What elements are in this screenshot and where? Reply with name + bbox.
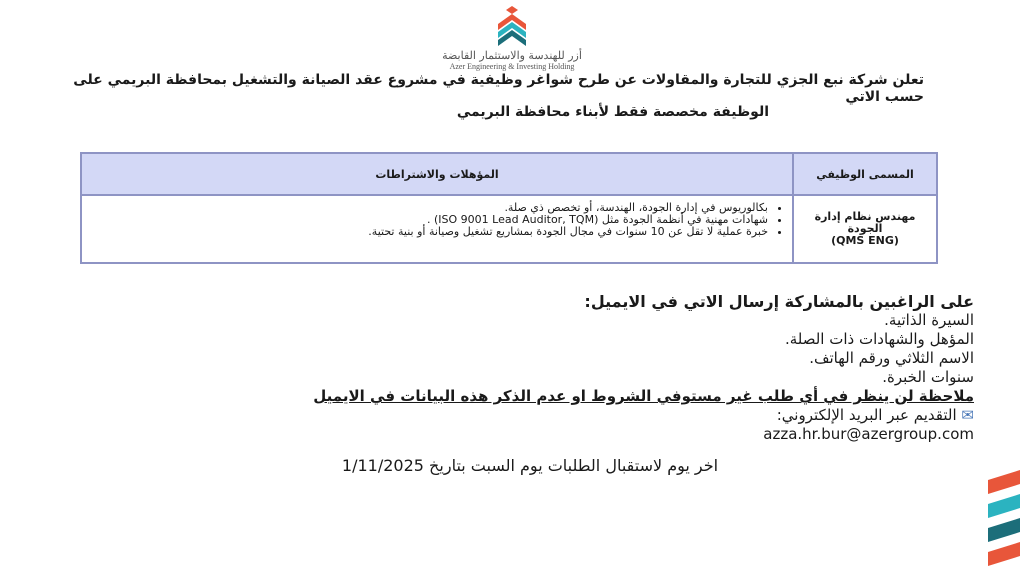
qualifications-cell <box>81 195 793 263</box>
deadline-text: اخر يوم لاستقبال الطلبات يوم السبت بتاريخ 1/11/2025 <box>341 456 719 475</box>
email-label-row <box>74 406 974 425</box>
corner-logo-icon <box>980 470 1024 570</box>
apply-item: المؤهل والشهادات ذات الصلة. <box>784 330 974 348</box>
email-label: التقديم عبر البريد الإلكتروني: <box>776 406 957 424</box>
table-header-row <box>81 153 937 195</box>
apply-item: السيرة الذاتية. <box>884 311 974 329</box>
company-logo <box>400 6 624 71</box>
jobs-table <box>80 152 938 264</box>
application-section <box>74 292 974 444</box>
role-cell <box>793 195 937 263</box>
qualifications-list <box>242 202 782 238</box>
role-name: مهندس نظام إدارة الجودة <box>814 210 916 235</box>
header-job-title: المسمى الوظيفي <box>793 153 937 195</box>
logo-arabic-text: أزر للهندسة والاستثمار القابضة <box>442 49 582 62</box>
email-address[interactable]: azza.hr.bur@azergroup.com <box>763 425 974 443</box>
logo-english-text: Azer Engineering & Investing Holding <box>449 62 575 71</box>
note-text: ملاحظة لن ينظر في أي طلب غير مستوفي الشروط او عدم الذكر هذه البيانات في الايميل <box>313 387 974 405</box>
qualification-item: • خبرة عملية لا تقل عن 10 سنوات في مجال الجودة بمشاريع تشغيل وصيانة أو بنية تحتية. <box>242 226 768 238</box>
apply-item: سنوات الخبرة. <box>882 368 974 386</box>
apply-lead: على الراغبين بالمشاركة إرسال الاتي في الايميل: <box>584 292 974 311</box>
logo-mark-icon <box>492 6 532 50</box>
apply-item: الاسم الثلاثي ورقم الهاتف. <box>809 349 974 367</box>
qualification-item: • شهادات مهنية في أنظمة الجودة مثل (ISO 9001 Lead Auditor, TQM) . <box>242 214 768 226</box>
subtitle: الوظيفة مخصصة فقط لأبناء محافظة البريمي <box>456 104 769 120</box>
intro-text: تعلن شركة نبع الجزي للتجارة والمقاولات عن طرح شواغر وظيفية في مشروع عقد الصيانة والتشغيل بمحافظة البريمي على حسب الاتي <box>73 72 924 105</box>
qualification-item: • بكالوريوس في إدارة الجودة، الهندسة، أو تخصص ذي صلة. <box>242 202 768 214</box>
role-english: (QMS ENG) <box>831 234 899 247</box>
envelope-icon: ✉ <box>961 406 974 424</box>
header-qualifications: المؤهلات والاشتراطات <box>81 153 793 195</box>
table-row <box>81 195 937 263</box>
